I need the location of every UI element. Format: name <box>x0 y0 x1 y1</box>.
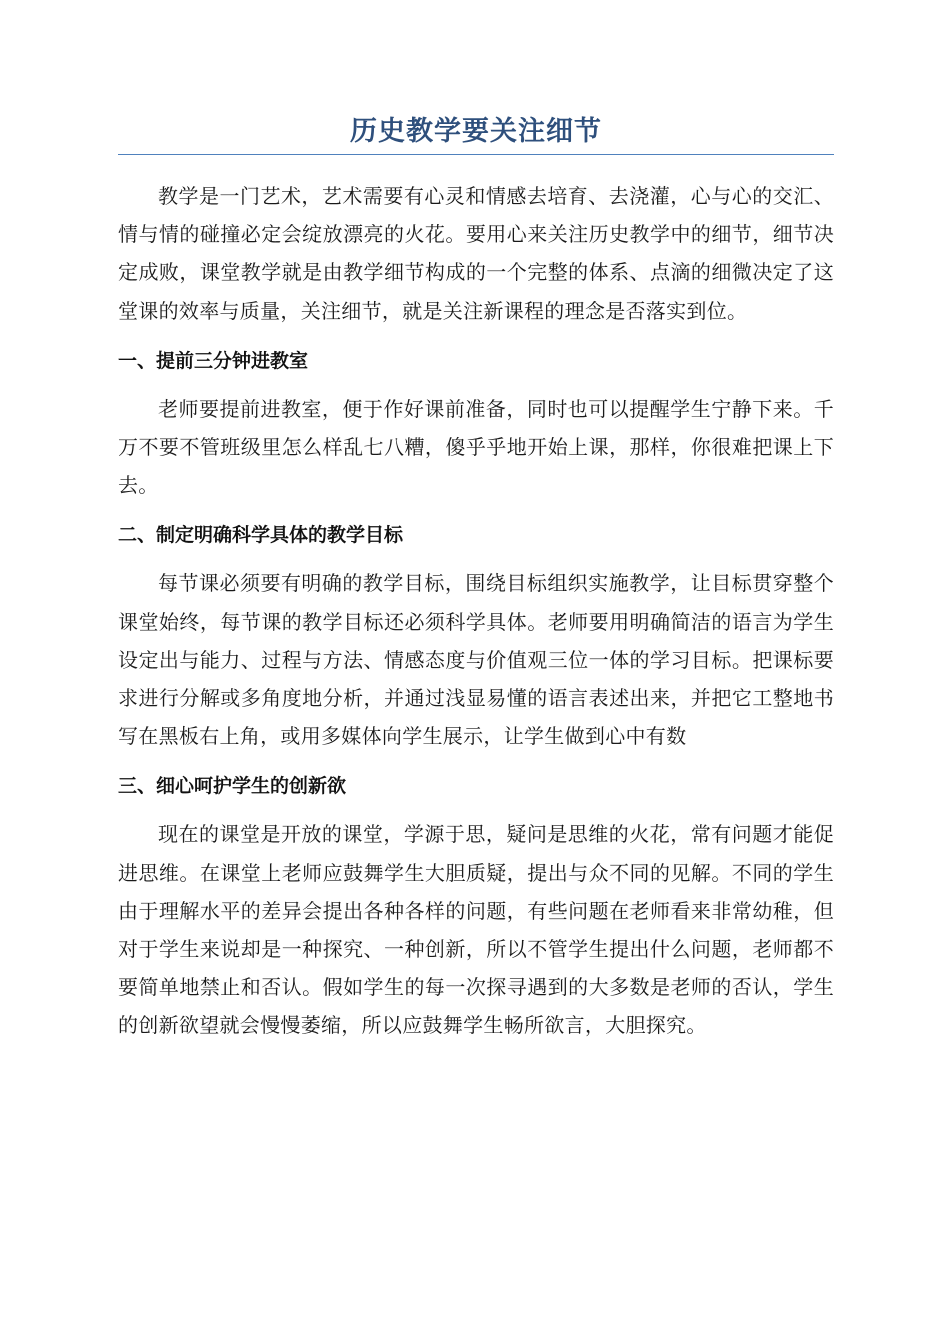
section-3 <box>118 771 834 1044</box>
section-heading: 二、制定明确科学具体的教学目标 <box>118 524 404 547</box>
section-2 <box>118 520 834 755</box>
section-body: 老师要提前进教室，便于作好课前准备，同时也可以提醒学生宁静下来。千万不要不管班级里怎么样乱七八糟，傻乎乎地开始上课，那样，你很难把课上下去。 <box>118 396 834 498</box>
title-underline <box>118 154 834 155</box>
document-page <box>118 112 834 1045</box>
intro-paragraph: 教学是一门艺术，艺术需要有心灵和情感去培育、去浇灌，心与心的交汇、情与情的碰撞必定会绽放漂亮的火花。要用心来关注历史教学中的细节，细节决定成败，课堂教学就是由教学细节构成的一个完整的体系、点滴的细微决定了这堂课的效率与质量，关注细节，就是关注新课程的理念是否落实到位。 <box>118 184 834 323</box>
section-body: 每节课必须要有明确的教学目标，围绕目标组织实施教学，让目标贯穿整个课堂始终，每节课的教学目标还必须科学具体。老师要用明确简洁的语言为学生设定出与能力、过程与方法、情感态度与价值观三位一体的学习目标。把课标要求进行分解或多角度地分析，并通过浅显易懂的语言表述出来，并把它工整地书写在黑板右上角，或用多媒体向学生展示，让学生做到心中有数 <box>118 571 834 749</box>
document-title: 历史教学要关注细节 <box>350 116 602 147</box>
section-1 <box>118 346 834 505</box>
section-body: 现在的课堂是开放的课堂，学源于思，疑问是思维的火花，常有问题才能促进思维。在课堂上老师应鼓舞学生大胆质疑，提出与众不同的见解。不同的学生由于理解水平的差异会提出各种各样的问题，有些问题在老师看来非常幼稚，但对于学生来说却是一种探究、一种创新，所以不管学生提出什么问题，老师都不要简单地禁止和否认。假如学生的每一次探寻遇到的大多数是老师的否认，学生的创新欲望就会慢慢萎缩，所以应鼓舞学生畅所欲言，大胆探究。 <box>118 822 834 1038</box>
section-heading: 一、提前三分钟进教室 <box>118 349 309 372</box>
section-heading: 三、细心呵护学生的创新欲 <box>118 775 347 798</box>
